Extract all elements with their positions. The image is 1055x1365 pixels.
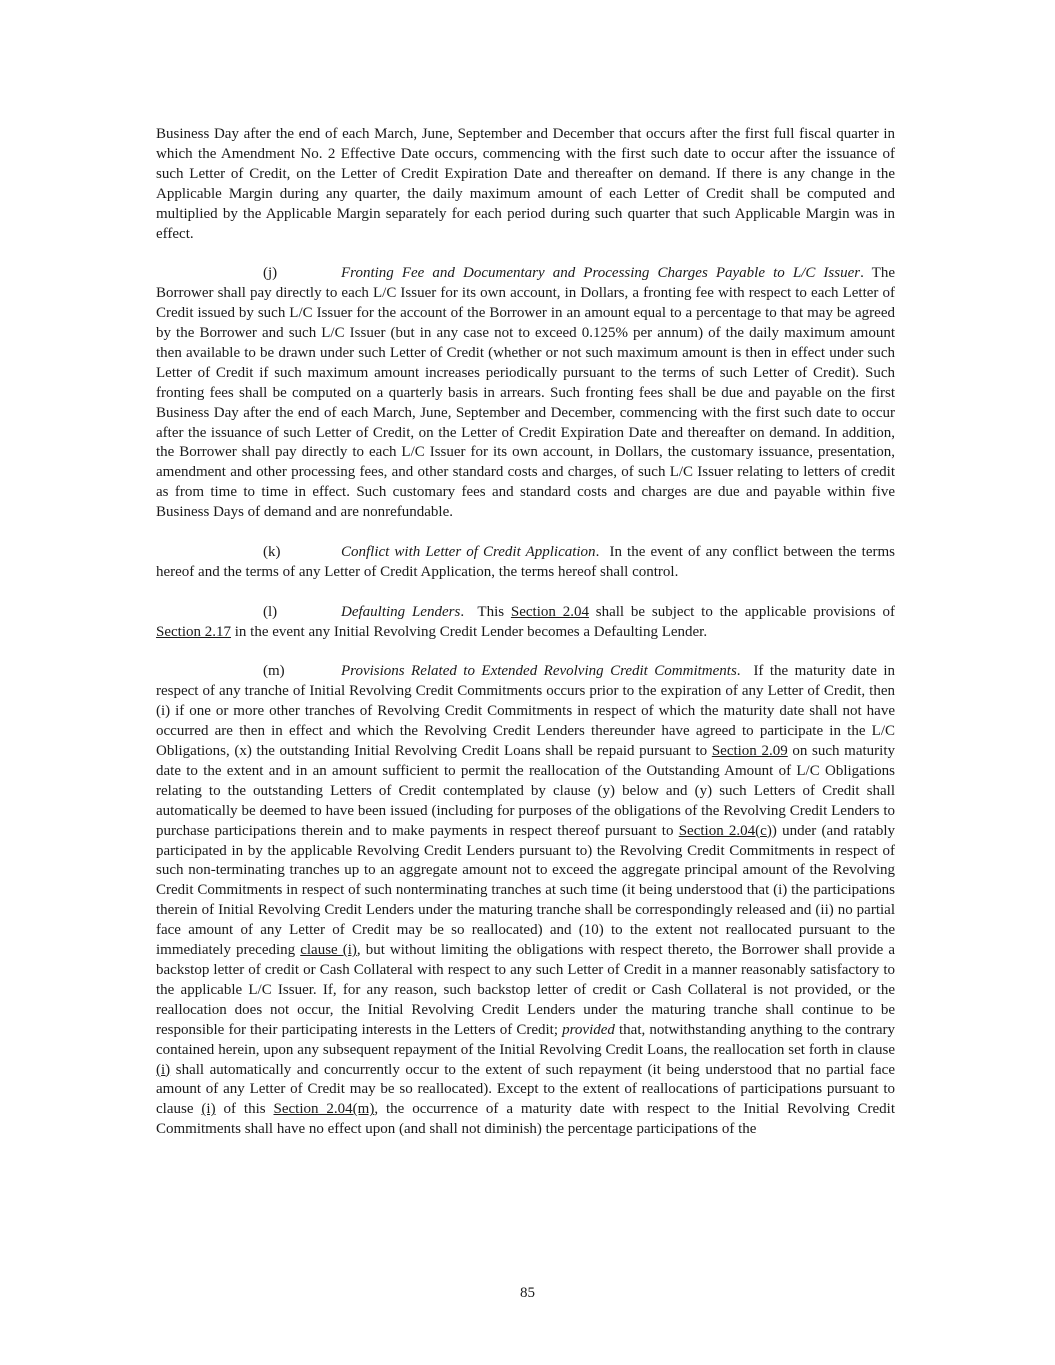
paragraph-text: shall be subject to the applicable provisions of [588,603,896,620]
section-reference: Section 2.04(c) [678,822,772,839]
paragraph-l: (l) Defaulting Lenders. This Section 2.04 shall be subject to the applicable provisions of Section 2.17 in the event any Initial Revolving Credit Lender becomes a Defaulting Lender. [156,603,896,640]
paragraph-text: shall automatically and concurrently occur to the extent of such repayment (it being understood that no partial face amount of any Letter of Credit may be so reallocated). Except to the extent of reallocations of participations pursuant to clause [156,1061,895,1118]
paragraph-text: This [477,603,511,620]
clause-marker: (j) [263,265,278,282]
clause-marker: (k) [263,544,281,560]
clause-heading: Fronting Fee and Documentary and Processing Charges Payable to L/C Issuer [341,265,861,282]
paragraph-text: , but without limiting the obligations with respect thereto, the Borrower shall provide a backstop letter of credit or Cash Collateral with respect to any such Letter of Credit in a manner reasonably satisfactory to the applicable L/C Issuer. If, for any reason, such backstop letter of credit or Cash Collateral is not provided, or the reallocation does not occur, the Initial Revolving Credit Lenders under the maturing tranche shall continue to be responsible for their participating interests in the Letters of Credit; [156,942,895,1038]
paragraph-text: Business Day after the end of each March, June, September and December that occurs after the first full fiscal quarter in which the Amendment No. 2 Effective Date occurs, commencing with the first such date to occur after the issuance of such Letter of Credit, on the Letter of Credit Expiration Date and thereafter on demand. If there is any change in the Applicable Margin during any quarter, the daily maximum amount of each Letter of Credit shall be computed and multiplied by the Applicable Margin separately for each period during such quarter that such Applicable Margin was in effect. [156,126,895,242]
paragraph-k: (k) Conflict with Letter of Credit Application. In the event of any conflict between the terms hereof and the terms of any Letter of Credit Application, the terms hereof shall control. [156,544,895,580]
clause-reference: (i) [201,1101,216,1118]
paragraph-text: on such maturity date to the extent and in an amount sufficient to permit the reallocation of the Outstanding Amount of L/C Obligations relating to the outstanding Letters of Credit contemplated by clause (y) below and (y) such Letters of Credit shall automatically be deemed to have been issued (including for purposes of the obligations of the Revolving Credit Lenders to purchase participations therein and to make payments in respect thereof pursuant to [156,743,895,839]
paragraph-m: (m) Provisions Related to Extended Revolving Credit Commitments. If the maturity date in respect of any tranche of Initial Revolving Credit Commitments occurs prior to the expiration of any Letter of Credit, then (i) if one or more other tranches of Revolving Credit Commitments in respect of which the maturity date shall not have occurred are then in effect and which the Revolving Credit Lenders thereunder have agreed to participate in the L/C Obligations, (x) the outstanding Initial Revolving Credit Loans shall be repaid pursuant to Section 2.09 on such maturity date to the extent and in an amount sufficient to permit the reallocation of the Outstanding Amount of L/C Obligations relating to the outstanding Letters of Credit contemplated by clause (y) below and (y) such Letters of Credit shall automatically be deemed to have been issued (including for purposes of the obligations of the Revolving Credit Lenders to purchase participations therein and to make payments in respect thereof pursuant to Section 2.04(c)) under (and ratably participated in by the applicable Revolving Credit Lenders pursuant to) the Revolving Credit Commitments in respect of such non-terminating tranches up to an aggregate amount not to exceed the aggregate principal amount of the Revolving Credit Commitments in respect of such nonterminating tranches at such time (it being understood that (i) the participations therein of Initial Revolving Credit Lenders under the maturing tranche shall be correspondingly released and (ii) no partial face amount of any Letter of Credit may be so reallocated) and (10) to the extent not reallocated pursuant to the immediately preceding clause (i), but without limiting the obligations with respect thereto, the Borrower shall provide a backstop letter of credit or Cash Collateral with respect to any such Letter of Credit in a manner reasonably satisfactory to the applicable L/C Issuer. If, for any reason, such backstop letter of credit or Cash Collateral is not provided, or the reallocation does not occur, the Initial Revolving Credit Lenders under the maturing tranche shall continue to be responsible for their participating interests in the Letters of Credit; provided that, notwithstanding anything to the contrary contained herein, upon any subsequent repayment of the Initial Revolving Credit Loans, the reallocation set forth in clause (i) shall automatically and concurrently occur to the extent of such repayment (it being understood that no partial face amount of any Letter of Credit may be so reallocated). Except to the extent of reallocations of participations pursuant to clause (i) of this Section 2.04(m), the occurrence of a maturity date with respect to the Initial Revolving Credit Commitments shall have no effect upon (and shall not diminish) the percentage participations of the [156,663,896,1138]
clause-reference: clause (i) [300,942,357,959]
clause-marker: (m) [263,663,285,680]
clause-heading: Provisions Related to Extended Revolving Credit Commitments [341,663,737,680]
page-number: 85 [520,1285,535,1301]
clause-reference: (i) [156,1061,171,1078]
section-reference: Section 2.04 [510,603,589,620]
clause-marker: (l) [263,603,278,620]
paragraph-text: The Borrower shall pay directly to each L/C Issuer for its own account, in Dollars, a fronting fee with respect to each Letter of Credit issued by such L/C Issuer for the account of the Borrower in an amount equal to a percentage to that may be agreed by the Borrower and such L/C Issuer (but in any case not to exceed 0.125% per annum) of the daily maximum amount then available to be drawn under such Letter of Credit (whether or not such maximum amount is then in effect under such Letter of Credit if such maximum amount increases periodically pursuant to the terms of such Letter of Credit). Such fronting fees shall be computed on a quarterly basis in arrears. Such fronting fees shall be due and payable on the first Business Day after the end of each March, June, September and December, commencing with the first such date to occur after the issuance of such Letter of Credit, on the Letter of Credit Expiration Date and thereafter on demand. In addition, the Borrower shall pay directly to each L/C Issuer for its own account, in Dollars, the customary issuance, presentation, amendment and other processing fees, and other standard costs and charges, of such L/C Issuer relating to letters of credit as from time to time in effect. Such customary fees and standard costs and charges are due and payable within five Business Days of demand and are nonrefundable. [156,265,895,521]
paragraph-text: that, notwithstanding anything to the contrary contained herein, upon any subsequent repayment of the Initial Revolving Credit Loans, the reallocation set forth in clause [156,1021,895,1058]
paragraph-text: In the event of any conflict between the terms hereof and the terms of any Letter of Credit Application, the terms hereof shall control. [156,544,895,580]
paragraph-j: (j) Fronting Fee and Documentary and Processing Charges Payable to L/C Issuer. The Borrower shall pay directly to each L/C Issuer for its own account, in Dollars, a fronting fee with respect to each Letter of Credit issued by such L/C Issuer for the account of the Borrower in an amount equal to a percentage to that may be agreed by the Borrower and such L/C Issuer (but in any case not to exceed 0.125% per annum) of the daily maximum amount then available to be drawn under such Letter of Credit (whether or not such maximum amount is then in effect under such Letter of Credit if such maximum amount increases periodically pursuant to the terms of such Letter of Credit). Such fronting fees shall be computed on a quarterly basis in arrears. Such fronting fees shall be due and payable on the first Business Day after the end of each March, June, September and December, commencing with the first such date to occur after the issuance of such Letter of Credit, on the Letter of Credit Expiration Date and thereafter on demand. In addition, the Borrower shall pay directly to each L/C Issuer for its own account, in Dollars, the customary issuance, presentation, amendment and other processing fees, and other standard costs and charges, of such L/C Issuer relating to letters of credit as from time to time in effect. Such customary fees and standard costs and charges are due and payable within five Business Days of demand and are nonrefundable. [156,265,895,521]
paragraph-continuation [156,125,895,244]
paragraph-text: ) under (and ratably participated in by the applicable Revolving Credit Lenders pursuant to) the Revolving Credit Commitments in respect of such non-terminating tranches up to an aggregate amount not to exceed the aggregate principal amount of the Revolving Credit Commitments in respect of such nonterminating tranches at such time (it being understood that (i) the participations therein of Initial Revolving Credit Lenders under the maturing tranche shall be correspondingly released and (ii) no partial face amount of any Letter of Credit may be so reallocated) and (10) to the extent not reallocated pursuant to the immediately preceding [156,822,896,959]
paragraph-text: If the maturity date in respect of any tranche of Initial Revolving Credit Commitments occurs prior to the expiration of any Letter of Credit, then (i) if one or more other tranches of Revolving Credit Commitments in respect of which the maturity date shall not have occurred are then in effect and which the Revolving Credit Lenders thereunder have agreed to participate in the L/C Obligations, (x) the outstanding Initial Revolving Credit Loans shall be repaid pursuant to [156,663,895,760]
paragraph-text: in the event any Initial Revolving Credit Lender becomes a Defaulting Lender. [231,623,708,640]
section-reference: Section 2.17 [156,623,231,640]
paragraph-text: of this [215,1101,274,1118]
emphasis-text: provided [562,1021,615,1038]
clause-heading: Conflict with Letter of Credit Application [341,544,596,560]
section-reference: Section 2.09 [711,743,788,760]
clause-heading: Defaulting Lenders [341,603,461,620]
paragraph-text: , the occurrence of a maturity date with respect to the Initial Revolving Credit Commitments shall have no effect upon (and shall not diminish) the percentage participations of the [156,1101,896,1138]
document-body [156,125,895,1160]
section-reference: Section 2.04(m) [273,1101,375,1118]
